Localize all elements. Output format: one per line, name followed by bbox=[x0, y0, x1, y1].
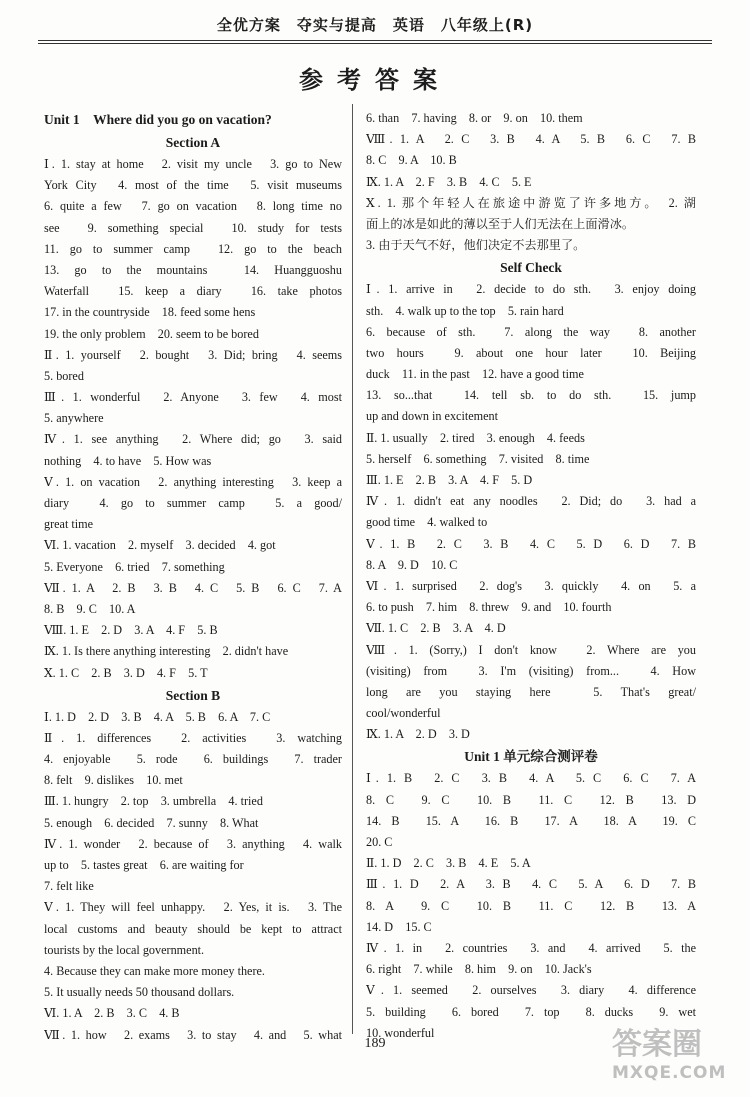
answer-line: 20. C bbox=[366, 835, 393, 849]
answer-line: York City 4. most of the time 5. visit museums bbox=[44, 178, 342, 193]
left-column bbox=[44, 108, 342, 1046]
answer-line: Waterfall 15. keep a diary 16. take photos bbox=[44, 284, 342, 299]
answer-line: Ⅶ. 1. A 2. B 3. B 4. C 5. B 6. C 7. A bbox=[44, 580, 342, 595]
answer-line: 13. so...that 14. tell sb. to do sth. 15. jump bbox=[366, 388, 696, 403]
answer-line: 8. C 9. C 10. B 11. C 12. B 13. D bbox=[366, 792, 696, 807]
answer-line: 6. right 7. while 8. him 9. on 10. Jack's bbox=[366, 962, 592, 977]
header-rule bbox=[38, 40, 712, 41]
header-rule-thin bbox=[38, 43, 712, 44]
answer-line: 6. because of sth. 7. along the way 8. another bbox=[366, 324, 696, 339]
answer-line: 8. C 9. A 10. B bbox=[366, 153, 457, 168]
section-heading: Unit 1 Where did you go on vacation? bbox=[44, 112, 272, 127]
answer-line: 5. It usually needs 50 thousand dollars. bbox=[44, 985, 235, 1000]
answer-line: Ⅱ. 1. yourself 2. bought 3. Did; bring 4. seems bbox=[44, 347, 342, 362]
answer-line: local customs and beauty should be kept to attract bbox=[44, 921, 342, 936]
page-number: 189 bbox=[364, 1036, 386, 1051]
answer-line: Ⅵ. 1. A 2. B 3. C 4. B bbox=[44, 1006, 180, 1021]
answer-line: good time 4. walked to bbox=[366, 515, 488, 530]
answer-line: Ⅴ. 1. seemed 2. ourselves 3. diary 4. difference bbox=[366, 983, 696, 998]
answer-line: great time bbox=[44, 517, 94, 532]
answer-line: 5. herself 6. something 7. visited 8. time bbox=[366, 451, 590, 466]
answer-line: 面上的冰是如此的薄以至于人们无法在上面滑冰。 bbox=[366, 216, 635, 231]
answer-line: Ⅰ. 1. B 2. C 3. B 4. A 5. C 6. C 7. A bbox=[366, 771, 696, 786]
answer-line: Ⅷ. 1. E 2. D 3. A 4. F 5. B bbox=[44, 623, 218, 638]
right-column bbox=[366, 108, 696, 1044]
answer-line: Ⅷ. 1. (Sorry,) I don't know 2. Where are you bbox=[366, 642, 696, 657]
answer-line: 8. A 9. D 10. C bbox=[366, 557, 458, 572]
answer-line: Ⅸ. 1. A 2. F 3. B 4. C 5. E bbox=[366, 174, 532, 189]
answer-line: 11. go to summer camp 12. go to the beach bbox=[44, 241, 342, 256]
section-heading: Unit 1 单元综合测评卷 bbox=[464, 749, 598, 765]
answer-line: Ⅶ. 1. how 2. exams 3. to stay 4. and 5. what bbox=[44, 1027, 342, 1042]
answer-line: 8. B 9. C 10. A bbox=[44, 601, 136, 616]
answer-line: 5. enough 6. decided 7. sunny 8. What bbox=[44, 815, 259, 830]
answer-line: Ⅵ. 1. vacation 2. myself 3. decided 4. got bbox=[44, 538, 276, 553]
answer-line: 5. building 6. bored 7. top 8. ducks 9. wet bbox=[366, 1004, 696, 1019]
answer-line: Ⅰ. 1. arrive in 2. decide to do sth. 3. enjoy doing bbox=[366, 282, 696, 297]
answer-line: 14. B 15. A 16. B 17. A 18. A 19. C bbox=[366, 813, 696, 828]
running-header: 全优方案 夺实与提高 英语 八年级上(R) bbox=[216, 16, 534, 34]
watermark-logo bbox=[612, 1028, 742, 1092]
answer-line: two hours 9. about one hour later 10. Beijing bbox=[366, 345, 696, 360]
answer-line: Ⅷ. 1. A 2. C 3. B 4. A 5. B 6. C 7. B bbox=[366, 132, 696, 147]
answer-line: nothing 4. to have 5. How was bbox=[44, 453, 212, 468]
answer-line: (visiting) from 3. I'm (visiting) from... 4. How bbox=[366, 663, 696, 678]
answer-line: 5. Everyone 6. tried 7. something bbox=[44, 559, 225, 574]
answer-line: Ⅰ. 1. D 2. D 3. B 4. A 5. B 6. A 7. C bbox=[44, 709, 271, 724]
answer-line: 7. felt like bbox=[44, 879, 94, 894]
answer-line: 8. felt 9. dislikes 10. met bbox=[44, 773, 183, 788]
answer-line: 19. the only problem 20. seem to be bored bbox=[44, 326, 259, 341]
answer-line: Ⅰ. 1. stay at home 2. visit my uncle 3. go to New bbox=[44, 157, 342, 171]
section-heading: Section B bbox=[165, 687, 221, 703]
answer-line: 5. anywhere bbox=[44, 411, 104, 426]
answer-line: Ⅱ. 1. differences 2. activities 3. watching bbox=[44, 730, 342, 745]
answer-line: 13. go to the mountains 14. Huangguoshu bbox=[44, 262, 342, 277]
answer-line: 5. bored bbox=[44, 368, 84, 383]
answer-line: 6. quite a few 7. go on vacation 8. long time no bbox=[44, 199, 342, 214]
watermark-text: 答案圈 bbox=[612, 1027, 702, 1062]
watermark-url: MXQE.COM bbox=[612, 1063, 727, 1083]
answer-line: 6. than 7. having 8. or 9. on 10. them bbox=[366, 111, 583, 125]
answer-line: Ⅱ. 1. D 2. C 3. B 4. E 5. A bbox=[366, 856, 531, 871]
section-heading: Section A bbox=[165, 135, 221, 150]
page-title: 参考答案 bbox=[299, 66, 451, 94]
column-divider bbox=[352, 104, 353, 1034]
answer-line: up to 5. tastes great 6. are waiting for bbox=[44, 858, 244, 872]
answer-line: Ⅱ. 1. usually 2. tired 3. enough 4. feeds bbox=[366, 430, 585, 445]
answer-line: Ⅹ. 1. 那个年轻人在旅途中游览了许多地方。 2. 湖 bbox=[366, 195, 696, 210]
answer-line: Ⅳ. 1. in 2. countries 3. and 4. arrived 5. the bbox=[366, 940, 696, 955]
answer-line: Ⅳ. 1. see anything 2. Where did; go 3. said bbox=[44, 432, 342, 447]
answer-line: Ⅲ. 1. hungry 2. top 3. umbrella 4. tried bbox=[44, 794, 263, 809]
answer-line: sth. 4. walk up to the top 5. rain hard bbox=[366, 303, 564, 318]
answer-line: Ⅸ. 1. Is there anything interesting 2. didn't have bbox=[44, 644, 289, 659]
answer-line: Ⅴ. 1. B 2. C 3. B 4. C 5. D 6. D 7. B bbox=[366, 536, 696, 551]
section-heading: Self Check bbox=[500, 260, 562, 276]
answer-line: Ⅳ. 1. wonder 2. because of 3. anything 4. walk bbox=[44, 836, 342, 851]
answer-line: 3. 由于天气不好，他们决定不去那里了。 bbox=[366, 238, 586, 253]
answer-line: Ⅲ. 1. E 2. B 3. A 4. F 5. D bbox=[366, 473, 533, 487]
answer-line: 17. in the countryside 18. feed some hens bbox=[44, 305, 256, 320]
answer-line: Ⅵ. 1. surprised 2. dog's 3. quickly 4. on 5. a bbox=[366, 578, 696, 593]
answer-line: 4. Because they can make more money there. bbox=[44, 963, 265, 978]
answer-line: 10. wonderful bbox=[366, 1025, 435, 1040]
answer-line: 8. A 9. C 10. B 11. C 12. B 13. A bbox=[366, 898, 696, 913]
answer-line: 6. to push 7. him 8. threw 9. and 10. fourth bbox=[366, 600, 612, 615]
answer-line: 14. D 15. C bbox=[366, 919, 432, 934]
answer-line: Ⅴ. 1. They will feel unhappy. 2. Yes, it is. 3. The bbox=[44, 900, 342, 915]
answer-line: Ⅲ. 1. D 2. A 3. B 4. C 5. A 6. D 7. B bbox=[366, 877, 696, 892]
answer-line: Ⅸ. 1. A 2. D 3. D bbox=[366, 727, 470, 742]
answer-line: Ⅳ. 1. didn't eat any noodles 2. Did; do 3. had a bbox=[366, 494, 696, 509]
answer-line: Ⅴ. 1. on vacation 2. anything interesting 3. keep a bbox=[44, 474, 342, 489]
answer-line: see 9. something special 10. study for tests bbox=[44, 220, 342, 235]
answer-line: cool/wonderful bbox=[366, 706, 441, 721]
answer-line: Ⅲ. 1. wonderful 2. Anyone 3. few 4. most bbox=[44, 390, 342, 405]
answer-line: diary 4. go to summer camp 5. a good/ bbox=[44, 496, 342, 510]
answer-line: tourists by the local government. bbox=[44, 942, 205, 957]
answer-line: Ⅹ. 1. C 2. B 3. D 4. F 5. T bbox=[44, 665, 208, 680]
answer-line: 4. enjoyable 5. rode 6. buildings 7. trader bbox=[44, 752, 342, 767]
answer-line: duck 11. in the past 12. have a good time bbox=[366, 367, 584, 382]
answer-line: Ⅶ. 1. C 2. B 3. A 4. D bbox=[366, 621, 506, 636]
answer-line: long are you staying here 5. That's great/ bbox=[366, 684, 696, 699]
answer-line: up and down in excitement bbox=[366, 409, 498, 424]
